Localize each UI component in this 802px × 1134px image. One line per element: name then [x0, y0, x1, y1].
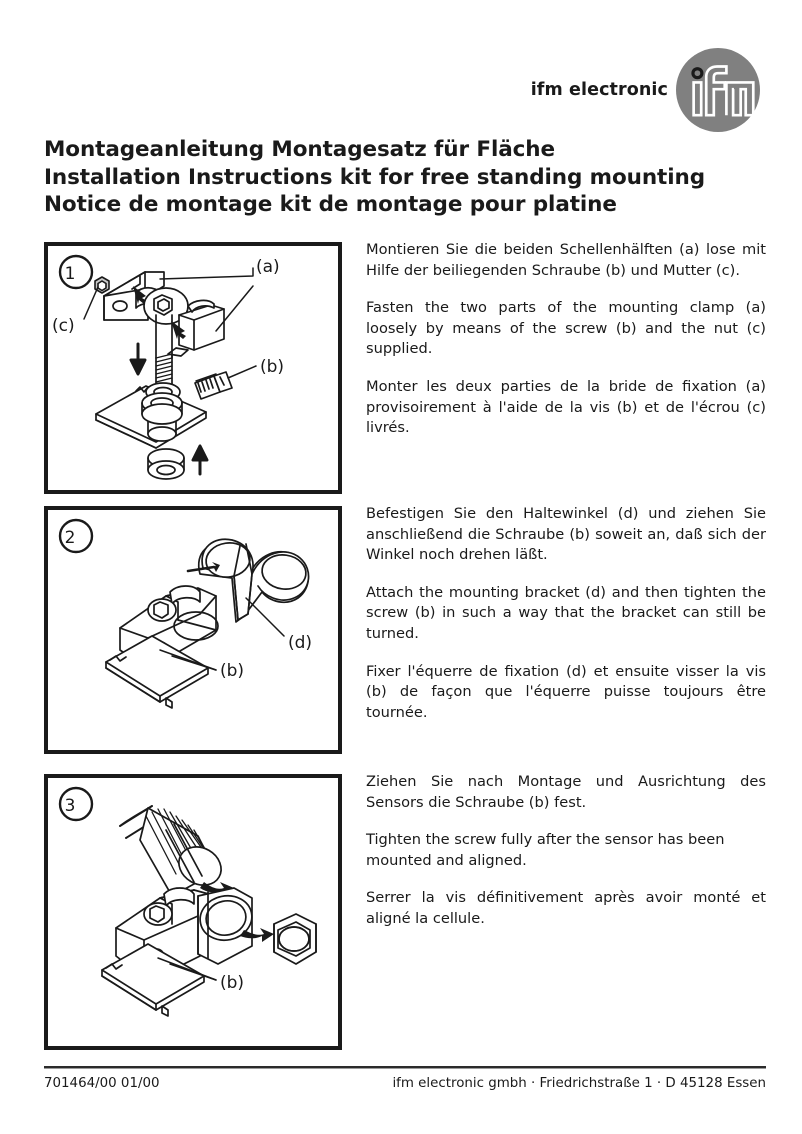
step-2-paragraph-de: Befestigen Sie den Haltewinkel (d) und ziehen Sie anschließend die Schraube (b) soweit an, daß sich der Winkel noch drehen läßt.	[366, 505, 766, 564]
step-1-text	[366, 240, 766, 439]
figure-label-b: (b)	[260, 357, 285, 377]
document-number: 701464/00 01/00	[44, 1076, 160, 1091]
step-2-paragraph-fr: Fixer l'équerre de fixation (d) et ensuite visser la vis (b) de façon que l'équerre puisse toujours être tournée.	[366, 662, 766, 721]
svg-text:1: 1	[64, 264, 76, 284]
figure-label-d: (d)	[288, 633, 313, 653]
page-title	[44, 136, 764, 219]
step-1-paragraph-de: Montieren Sie die beiden Schellenhälften (a) lose mit Hilfe der beiliegenden Schraube (b) und Mutter (c).	[366, 241, 766, 279]
title-line-fr: Notice de montage kit de montage pour platine	[44, 192, 617, 217]
company-address: ifm electronic gmbh · Friedrichstraße 1 · D 45128 Essen	[392, 1076, 766, 1091]
instruction-steps	[44, 242, 766, 1050]
title-line-de: Montageanleitung Montagesatz für Fläche	[44, 137, 555, 162]
footer-divider	[44, 1066, 766, 1069]
document-header	[44, 44, 760, 136]
figure-label-b: (b)	[220, 661, 245, 681]
brand-name: ifm electronic	[530, 80, 668, 100]
instruction-step	[44, 774, 766, 1050]
figure-label-b: (b)	[220, 973, 245, 993]
step-3-text	[366, 772, 766, 930]
step-3-paragraph-de: Ziehen Sie nach Montage und Ausrichtung des Sensors die Schraube (b) fest.	[366, 773, 766, 811]
instruction-step	[44, 242, 766, 506]
step-1-figure	[44, 242, 342, 494]
ifm-logo-icon	[676, 48, 760, 132]
figure-label-c: (c)	[52, 316, 75, 336]
step-3-paragraph-fr: Serrer la vis définitivement après avoir monté et aligné la cellule.	[366, 889, 766, 927]
step-2-figure	[44, 506, 342, 754]
step-2-paragraph-en: Attach the mounting bracket (d) and then tighten the screw (b) in such a way that the bracket can still be turned.	[366, 583, 766, 642]
document-footer	[44, 1066, 766, 1091]
svg-text:3: 3	[64, 796, 76, 816]
svg-text:2: 2	[64, 528, 76, 548]
footer-row	[44, 1076, 766, 1091]
step-2-text	[366, 504, 766, 723]
step-3-figure	[44, 774, 342, 1050]
step-3-paragraph-en: Tighten the screw fully after the sensor has been mounted and aligned.	[366, 831, 725, 869]
step-1-paragraph-fr: Monter les deux parties de la bride de fixation (a) provisoirement à l'aide de la vis (b) et de l'écrou (c) livrés.	[366, 377, 766, 437]
brand-lockup	[531, 44, 760, 136]
figure-label-a: (a)	[256, 257, 280, 277]
instruction-step	[44, 506, 766, 774]
title-line-en: Installation Instructions kit for free standing mounting	[44, 164, 705, 190]
step-1-paragraph-en: Fasten the two parts of the mounting clamp (a) loosely by means of the screw (b) and the nut (c) supplied.	[366, 299, 766, 358]
